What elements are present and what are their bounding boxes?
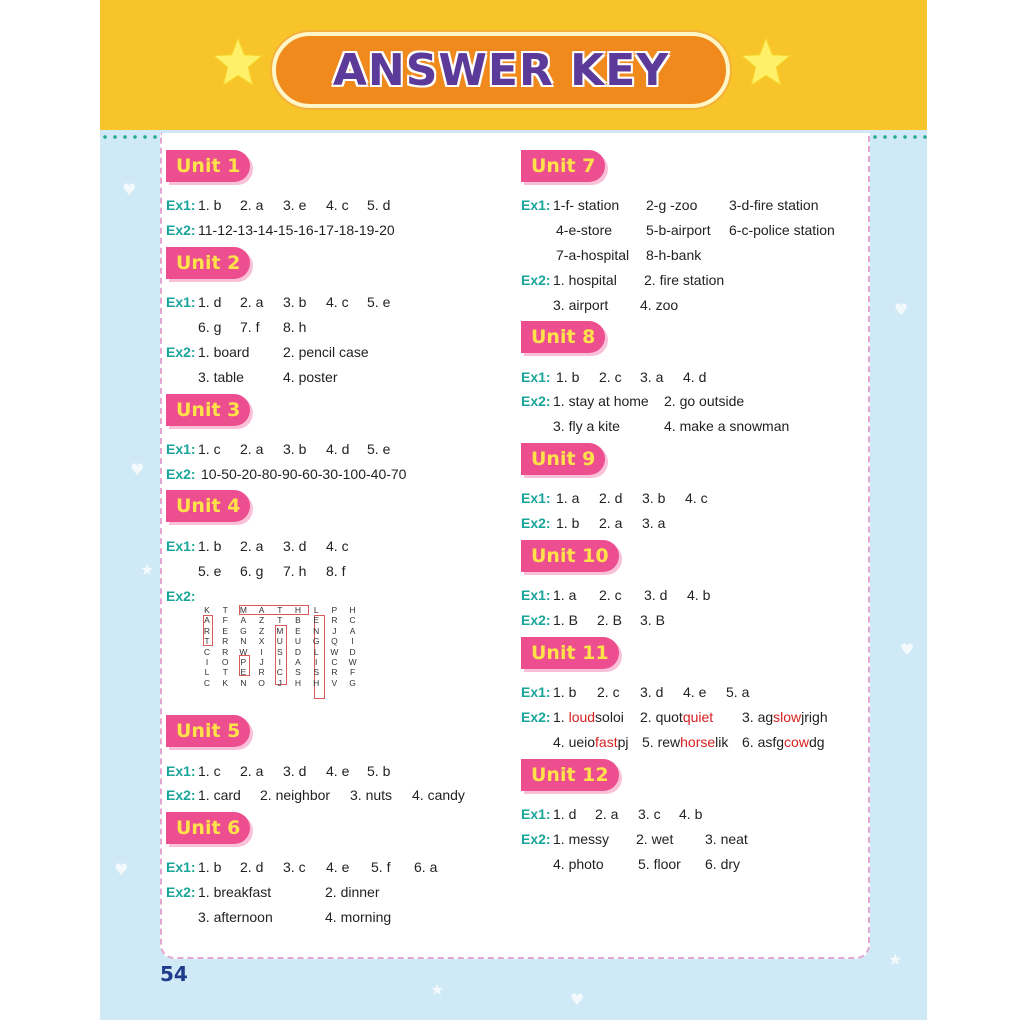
- unit-7-badge: Unit 7: [521, 150, 605, 182]
- answer: 1. b: [198, 197, 222, 213]
- answer: 2. a: [240, 763, 264, 779]
- heart-icon: ♥: [900, 640, 915, 659]
- answer: 2. neighbor: [260, 787, 331, 803]
- answer: 6. a: [414, 859, 438, 875]
- grid-letter: O: [221, 657, 229, 667]
- grid-letter: P: [240, 657, 247, 667]
- ex2-label: Ex2:: [521, 515, 551, 531]
- ex2-label: Ex2:: [521, 272, 551, 288]
- answer: 2. c: [597, 684, 620, 700]
- grid-letter: J: [259, 657, 264, 667]
- star-icon: [740, 36, 792, 88]
- answer: 1. card: [198, 787, 241, 803]
- grid-letter: Q: [331, 636, 338, 647]
- answer: 5. floor: [638, 856, 681, 872]
- answer: 3-d-fire station: [729, 197, 819, 213]
- unit-1-badge: Unit 1: [166, 150, 250, 182]
- answer: 3. neat: [705, 831, 748, 847]
- grid-letter: D: [349, 646, 356, 657]
- grid-letter: L: [204, 667, 210, 678]
- answer: 7. f: [240, 319, 260, 335]
- answer: 3. a: [640, 369, 664, 385]
- page-title: ANSWER KEY: [332, 44, 670, 96]
- ex2-label: Ex2:: [166, 466, 196, 482]
- unit-10-badge: Unit 10: [521, 540, 619, 572]
- answer: 2. a: [240, 197, 264, 213]
- answer: 1. stay at home: [553, 393, 649, 409]
- ex2-label: Ex2:: [521, 831, 551, 847]
- answer: 1. loudsoloi: [553, 709, 624, 725]
- ex1-label: Ex1:: [166, 294, 196, 310]
- answer: 5. e: [367, 294, 391, 310]
- grid-letter: E: [313, 615, 320, 626]
- answer: 5. a: [726, 684, 750, 700]
- unit-2-badge: Unit 2: [166, 247, 250, 279]
- answer: 3. d: [283, 538, 307, 554]
- ex2-label: Ex2:: [521, 709, 551, 725]
- ex2-label: Ex2:: [166, 884, 196, 900]
- answer: 4. candy: [412, 787, 465, 803]
- star-icon: ★: [430, 980, 445, 999]
- answer: 3. e: [283, 197, 307, 213]
- grid-letter: I: [351, 636, 354, 647]
- answer: 2. quotquiet: [640, 709, 714, 725]
- answer: 2-g -zoo: [646, 197, 698, 213]
- grid-letter: E: [240, 667, 247, 678]
- star-icon: [212, 36, 264, 88]
- answer: 4-e-store: [556, 222, 613, 238]
- answer: 3. d: [283, 763, 307, 779]
- grid-letter: S: [313, 667, 320, 678]
- grid-letter: N: [240, 636, 247, 647]
- grid-letter: R: [203, 625, 211, 636]
- answer: 4. zoo: [640, 297, 679, 313]
- answer: 1. breakfast: [198, 884, 272, 900]
- grid-letter: H: [294, 605, 302, 615]
- grid-letter: G: [312, 636, 320, 647]
- answer: 6. g: [240, 563, 264, 579]
- answer: 2. c: [599, 587, 622, 603]
- ex1-label: Ex1:: [521, 684, 551, 700]
- title-banner: [272, 32, 730, 108]
- answer: 1. board: [198, 344, 250, 360]
- word-search-grid: [201, 605, 371, 697]
- grid-letter: Z: [258, 615, 265, 626]
- answer: 4. d: [683, 369, 707, 385]
- ex2-label: Ex2:: [166, 787, 196, 803]
- grid-letter: G: [349, 677, 356, 688]
- ex2-label: Ex2:: [521, 393, 551, 409]
- grid-letter: R: [222, 646, 229, 657]
- grid-letter: E: [295, 625, 301, 636]
- answer: 4. c: [326, 197, 349, 213]
- ex1-label: Ex1:: [166, 197, 196, 213]
- grid-letter: D: [294, 646, 302, 657]
- answer: 2. a: [240, 294, 264, 310]
- unit-6-badge: Unit 6: [166, 812, 250, 844]
- grid-letter: B: [295, 615, 301, 626]
- answer: 3. airport: [553, 297, 609, 313]
- grid-letter: X: [258, 636, 265, 647]
- answer: 2. fire station: [644, 272, 725, 288]
- grid-letter: E: [222, 625, 229, 636]
- ex1-label: Ex1:: [521, 197, 551, 213]
- grid-letter: N: [313, 625, 320, 636]
- unit-9-badge: Unit 9: [521, 443, 605, 475]
- answer: 5-b-airport: [646, 222, 711, 238]
- grid-letter: A: [349, 625, 356, 636]
- grid-letter: N: [240, 677, 247, 688]
- answer: 2. a: [599, 515, 623, 531]
- unit-8-badge: Unit 8: [521, 321, 605, 353]
- unit-5-badge: Unit 5: [166, 715, 250, 747]
- grid-letter: F: [349, 667, 356, 678]
- grid-letter: Z: [258, 625, 265, 636]
- answer: 3. agslowjrigh: [742, 709, 828, 725]
- grid-letter: R: [222, 636, 229, 647]
- grid-letter: U: [294, 636, 302, 647]
- answer: 1. d: [553, 806, 577, 822]
- answer: 2. a: [595, 806, 619, 822]
- heart-icon: ♥: [894, 300, 909, 319]
- grid-letter: T: [222, 667, 228, 678]
- answer: 8-h-bank: [646, 247, 702, 263]
- answer: 6. asfgcowdg: [742, 734, 825, 750]
- ex1-label: Ex1:: [166, 859, 196, 875]
- unit-4-badge: Unit 4: [166, 490, 250, 522]
- answer: 3. nuts: [350, 787, 393, 803]
- star-icon: ★: [140, 560, 155, 579]
- grid-letter: M: [239, 605, 247, 615]
- answer: 3. a: [642, 515, 666, 531]
- answer: 2. pencil case: [283, 344, 369, 360]
- answer: 10-50-20-80-90-60-30-100-40-70: [201, 466, 407, 482]
- grid-letter: C: [203, 646, 211, 657]
- answer: 1. c: [198, 441, 221, 457]
- answer: 3. d: [640, 684, 664, 700]
- grid-letter: F: [222, 615, 228, 626]
- grid-letter: K: [204, 605, 210, 615]
- grid-letter: O: [258, 677, 265, 688]
- grid-letter: R: [331, 667, 338, 678]
- ex1-label: Ex1:: [521, 587, 551, 603]
- answer: 4. c: [685, 490, 708, 506]
- ex2-label: Ex2:: [166, 222, 196, 238]
- ex1-label: Ex1:: [521, 490, 551, 506]
- ex1-label: Ex1:: [521, 369, 551, 385]
- answer: 3. fly a kite: [553, 418, 620, 434]
- answer: 1. d: [198, 294, 222, 310]
- ex1-label: Ex1:: [166, 763, 196, 779]
- grid-letter: R: [258, 667, 265, 678]
- grid-letter: K: [222, 677, 229, 688]
- heart-icon: ♥: [122, 180, 137, 199]
- grid-letter: I: [205, 657, 209, 667]
- grid-letter: I: [260, 646, 263, 657]
- grid-letter: I: [315, 657, 318, 667]
- ex2-label: Ex2:: [166, 344, 196, 360]
- answer: 5. b: [367, 763, 391, 779]
- answer: 4. e: [326, 763, 350, 779]
- grid-letter: C: [203, 677, 211, 688]
- answer: 3. b: [283, 441, 307, 457]
- answer: 4. poster: [283, 369, 338, 385]
- grid-letter: A: [240, 615, 247, 626]
- ex1-label: Ex1:: [166, 538, 196, 554]
- page-number: 54: [160, 962, 188, 986]
- answer-card: [160, 133, 870, 959]
- answer: 1. a: [553, 587, 577, 603]
- answer: 4. c: [326, 294, 349, 310]
- grid-letter: R: [331, 615, 338, 626]
- heart-icon: ♥: [130, 460, 145, 479]
- grid-letter: I: [278, 657, 281, 667]
- answer: 6. g: [198, 319, 222, 335]
- unit-11-badge: Unit 11: [521, 637, 619, 669]
- grid-letter: A: [295, 657, 301, 667]
- answer: 4. c: [326, 538, 349, 554]
- grid-letter: U: [276, 636, 283, 647]
- unit-12-badge: Unit 12: [521, 759, 619, 791]
- answer: 1. b: [198, 538, 222, 554]
- grid-letter: A: [204, 615, 210, 626]
- grid-letter: G: [240, 625, 247, 636]
- answer: 3. table: [198, 369, 244, 385]
- answer: 1. b: [556, 515, 580, 531]
- grid-letter: P: [331, 605, 338, 615]
- answer: 4. e: [683, 684, 707, 700]
- answer: 5. e: [198, 563, 222, 579]
- ex1-label: Ex1:: [521, 806, 551, 822]
- answer: 1. messy: [553, 831, 610, 847]
- grid-letter: A: [258, 605, 265, 615]
- answer: 1. B: [553, 612, 578, 628]
- answer: 2. d: [240, 859, 264, 875]
- answer: 1. hospital: [553, 272, 617, 288]
- answer: 7. h: [283, 563, 307, 579]
- grid-letter: S: [276, 646, 283, 657]
- answer: 1. b: [556, 369, 580, 385]
- heart-icon: ♥: [114, 860, 129, 879]
- grid-letter: V: [331, 677, 338, 688]
- answer: 1. a: [556, 490, 580, 506]
- grid-letter: L: [313, 646, 319, 657]
- answer: 2. wet: [636, 831, 674, 847]
- answer: 1. c: [198, 763, 221, 779]
- grid-letter: W: [348, 657, 357, 667]
- answer: 1-f- station: [553, 197, 620, 213]
- unit-3-badge: Unit 3: [166, 394, 250, 426]
- grid-letter: W: [239, 646, 248, 657]
- grid-letter: W: [330, 646, 339, 657]
- answer: 3. c: [638, 806, 661, 822]
- answer: 2. a: [240, 538, 264, 554]
- star-icon: ★: [888, 950, 903, 969]
- answer: 3. afternoon: [198, 909, 273, 925]
- answer: 8. h: [283, 319, 307, 335]
- grid-letter: J: [332, 625, 337, 636]
- answer: 3. b: [642, 490, 666, 506]
- grid-letter: H: [349, 605, 356, 615]
- answer: 5. f: [371, 859, 391, 875]
- answer: 3. B: [640, 612, 665, 628]
- answer: 2. go outside: [664, 393, 745, 409]
- answer: 2. B: [597, 612, 622, 628]
- answer: 11-12-13-14-15-16-17-18-19-20: [198, 222, 395, 238]
- answer: 1. b: [198, 859, 222, 875]
- grid-letter: H: [294, 677, 302, 688]
- grid-letter: M: [276, 625, 284, 636]
- answer: 4. b: [687, 587, 711, 603]
- grid-letter: J: [277, 677, 282, 688]
- grid-letter: C: [349, 615, 356, 626]
- answer: 3. c: [283, 859, 306, 875]
- ex2-label: Ex2:: [166, 588, 196, 604]
- answer: 4. e: [326, 859, 350, 875]
- grid-letter: T: [204, 636, 210, 647]
- answer: 6-c-police station: [729, 222, 835, 238]
- answer: 5. d: [367, 197, 391, 213]
- answer: 2. d: [599, 490, 623, 506]
- heart-icon: ♥: [570, 990, 585, 1009]
- answer: 4. morning: [325, 909, 392, 925]
- answer: 4. d: [326, 441, 350, 457]
- answer: 4. make a snowman: [664, 418, 790, 434]
- answer: 8. f: [326, 563, 346, 579]
- grid-letter: H: [313, 677, 320, 688]
- answer: 2. a: [240, 441, 264, 457]
- answer: 3. b: [283, 294, 307, 310]
- grid-letter: C: [276, 667, 283, 678]
- grid-letter: C: [331, 657, 338, 667]
- ex1-label: Ex1:: [166, 441, 196, 457]
- grid-letter: S: [295, 667, 301, 678]
- answer: 5. rewhorselik: [642, 734, 729, 750]
- grid-letter: T: [277, 615, 283, 626]
- answer: 4. ueiofastpj: [553, 734, 629, 750]
- answer: 7-a-hospital: [556, 247, 630, 263]
- answer: 6. dry: [705, 856, 741, 872]
- answer: 1. b: [553, 684, 577, 700]
- ex2-label: Ex2:: [521, 612, 551, 628]
- answer: 2. c: [599, 369, 622, 385]
- answer: 2. dinner: [325, 884, 380, 900]
- answer: 3. d: [644, 587, 668, 603]
- answer: 4. photo: [553, 856, 604, 872]
- answer: 4. b: [679, 806, 703, 822]
- grid-letter: T: [277, 605, 283, 615]
- grid-letter: T: [222, 605, 228, 615]
- answer: 5. e: [367, 441, 391, 457]
- grid-letter: L: [313, 605, 319, 615]
